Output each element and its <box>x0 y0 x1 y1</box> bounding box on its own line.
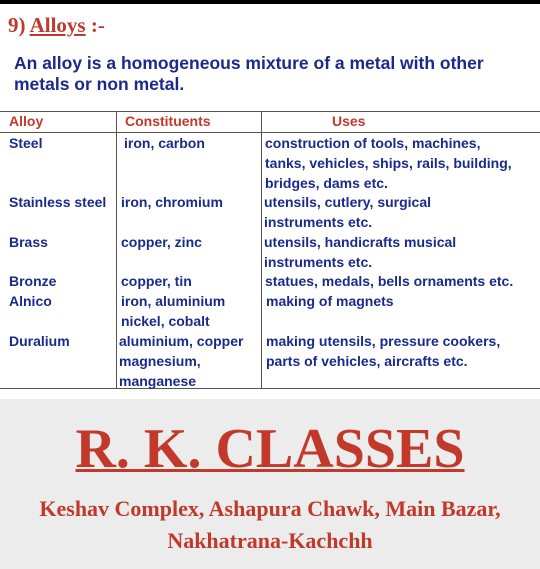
alloy-uses: utensils, cutlery, surgical instruments etc. <box>264 194 432 230</box>
alloy-name: Bronze <box>9 273 57 289</box>
alloy-name: Brass <box>9 234 48 250</box>
alloy-constituents: copper, zinc <box>121 234 202 250</box>
column-divider-2 <box>261 111 262 389</box>
alloy-constituents: copper, tin <box>121 273 192 289</box>
alloy-uses: making of magnets <box>266 293 394 309</box>
brand-footer <box>0 399 540 569</box>
alloy-constituents: iron, aluminium nickel, cobalt <box>121 293 226 329</box>
alloy-constituents: iron, chromium <box>121 194 223 210</box>
brand-name: R. K. CLASSES <box>75 418 465 480</box>
header-alloy: Alloy <box>9 113 44 129</box>
heading-suffix: :- <box>90 13 105 37</box>
address-line-1: Keshav Complex, Ashapura Chawk, Main Bazar, <box>39 496 501 521</box>
alloys-table <box>0 111 540 389</box>
table-bottom-rule <box>0 388 540 389</box>
column-divider-1 <box>116 111 117 389</box>
heading-title: Alloys <box>29 13 86 37</box>
alloy-uses: statues, medals, bells ornaments etc. <box>265 273 514 289</box>
heading-number: 9) <box>8 13 26 37</box>
alloys-slide <box>0 4 540 399</box>
alloy-constituents: iron, carbon <box>124 135 205 151</box>
alloy-name: Duralium <box>9 333 70 349</box>
table-top-rule <box>0 111 540 112</box>
brand-address <box>0 493 540 557</box>
section-heading <box>8 13 105 38</box>
header-constituents: Constituents <box>125 113 211 129</box>
alloy-uses: construction of tools, machines, tanks, vehicles, ships, rails, building, bridges, dams etc. <box>265 135 512 191</box>
address-line-2: Nakhatrana-Kachchh <box>167 528 373 553</box>
alloy-uses: making utensils, pressure cookers, parts of vehicles, aircrafts etc. <box>266 333 501 369</box>
alloy-constituents: aluminium, copper magnesium, manganese <box>119 333 244 389</box>
alloy-name: Stainless steel <box>9 194 107 210</box>
alloy-definition: An alloy is a homogeneous mixture of a metal with other metals or non metal. <box>14 53 484 94</box>
header-uses: Uses <box>332 113 366 129</box>
alloy-name: Steel <box>9 135 43 151</box>
alloy-uses: utensils, handicrafts musical instruments etc. <box>264 234 457 270</box>
alloy-name: Alnico <box>9 293 52 309</box>
